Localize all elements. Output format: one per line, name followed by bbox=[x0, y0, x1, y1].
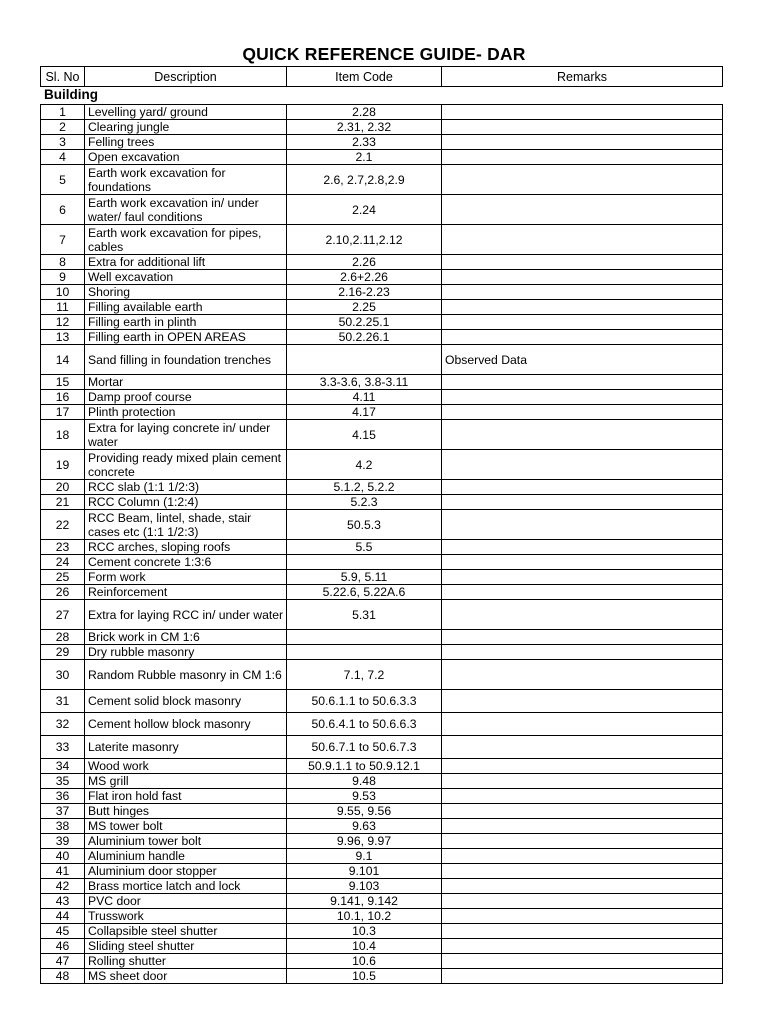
row-item-code: 50.2.26.1 bbox=[287, 330, 442, 345]
row-item-code: 9.63 bbox=[287, 819, 442, 834]
row-item-code: 5.9, 5.11 bbox=[287, 570, 442, 585]
row-remarks bbox=[442, 924, 723, 939]
row-item-code: 10.4 bbox=[287, 939, 442, 954]
row-item-code: 50.6.7.1 to 50.6.7.3 bbox=[287, 736, 442, 759]
row-item-code: 2.6+2.26 bbox=[287, 270, 442, 285]
row-remarks bbox=[442, 315, 723, 330]
row-description: Earth work excavation for pipes, cables bbox=[85, 225, 287, 255]
header-table bbox=[40, 66, 723, 87]
row-remarks bbox=[442, 585, 723, 600]
row-number: 1 bbox=[41, 105, 85, 120]
row-description: Sand filling in foundation trenches bbox=[85, 345, 287, 375]
row-item-code: 2.31, 2.32 bbox=[287, 120, 442, 135]
row-remarks bbox=[442, 630, 723, 645]
row-number: 2 bbox=[41, 120, 85, 135]
row-number: 22 bbox=[41, 510, 85, 540]
row-number: 33 bbox=[41, 736, 85, 759]
row-description: Rolling shutter bbox=[85, 954, 287, 969]
table-row bbox=[41, 165, 723, 195]
row-number: 19 bbox=[41, 450, 85, 480]
row-item-code: 10.3 bbox=[287, 924, 442, 939]
row-description: RCC Column (1:2:4) bbox=[85, 495, 287, 510]
row-remarks bbox=[442, 495, 723, 510]
row-number: 28 bbox=[41, 630, 85, 645]
table-row bbox=[41, 225, 723, 255]
row-description: Sliding steel shutter bbox=[85, 939, 287, 954]
table-row bbox=[41, 849, 723, 864]
table-row bbox=[41, 540, 723, 555]
table-body bbox=[41, 105, 723, 984]
row-description: Open excavation bbox=[85, 150, 287, 165]
row-item-code: 9.101 bbox=[287, 864, 442, 879]
row-item-code: 2.28 bbox=[287, 105, 442, 120]
table-row bbox=[41, 105, 723, 120]
row-remarks bbox=[442, 819, 723, 834]
row-remarks bbox=[442, 375, 723, 390]
table-row bbox=[41, 819, 723, 834]
row-remarks bbox=[442, 300, 723, 315]
row-description: Extra for additional lift bbox=[85, 255, 287, 270]
row-item-code: 9.103 bbox=[287, 879, 442, 894]
row-number: 48 bbox=[41, 969, 85, 984]
row-item-code: 2.16-2.23 bbox=[287, 285, 442, 300]
row-item-code: 2.6, 2.7,2.8,2.9 bbox=[287, 165, 442, 195]
row-remarks bbox=[442, 954, 723, 969]
row-description: Flat iron hold fast bbox=[85, 789, 287, 804]
row-description: Plinth protection bbox=[85, 405, 287, 420]
header-remarks: Remarks bbox=[442, 67, 723, 87]
row-description: Levelling yard/ ground bbox=[85, 105, 287, 120]
table-row bbox=[41, 555, 723, 570]
row-number: 46 bbox=[41, 939, 85, 954]
row-number: 26 bbox=[41, 585, 85, 600]
row-number: 25 bbox=[41, 570, 85, 585]
row-item-code bbox=[287, 345, 442, 375]
row-number: 47 bbox=[41, 954, 85, 969]
row-number: 11 bbox=[41, 300, 85, 315]
row-item-code: 50.6.4.1 to 50.6.6.3 bbox=[287, 713, 442, 736]
row-description: Brass mortice latch and lock bbox=[85, 879, 287, 894]
row-remarks bbox=[442, 660, 723, 690]
header-row bbox=[41, 67, 723, 87]
row-remarks bbox=[442, 645, 723, 660]
table-row bbox=[41, 774, 723, 789]
row-remarks bbox=[442, 690, 723, 713]
row-number: 36 bbox=[41, 789, 85, 804]
row-description: RCC slab (1:1 1/2:3) bbox=[85, 480, 287, 495]
row-item-code: 4.15 bbox=[287, 420, 442, 450]
table-row bbox=[41, 909, 723, 924]
row-remarks bbox=[442, 390, 723, 405]
row-number: 37 bbox=[41, 804, 85, 819]
row-item-code: 5.31 bbox=[287, 600, 442, 630]
row-number: 9 bbox=[41, 270, 85, 285]
row-item-code: 50.2.25.1 bbox=[287, 315, 442, 330]
row-description: Cement concrete 1:3:6 bbox=[85, 555, 287, 570]
row-item-code: 2.26 bbox=[287, 255, 442, 270]
row-item-code: 2.25 bbox=[287, 300, 442, 315]
table-row bbox=[41, 600, 723, 630]
row-remarks bbox=[442, 804, 723, 819]
table-row bbox=[41, 645, 723, 660]
row-description: Trusswork bbox=[85, 909, 287, 924]
row-remarks bbox=[442, 510, 723, 540]
row-remarks bbox=[442, 330, 723, 345]
table-row bbox=[41, 330, 723, 345]
row-description: Filling earth in plinth bbox=[85, 315, 287, 330]
row-description: Random Rubble masonry in CM 1:6 bbox=[85, 660, 287, 690]
table-row bbox=[41, 630, 723, 645]
table-row bbox=[41, 195, 723, 225]
table-row bbox=[41, 585, 723, 600]
table-row bbox=[41, 894, 723, 909]
row-description: Aluminium door stopper bbox=[85, 864, 287, 879]
table-row bbox=[41, 495, 723, 510]
row-description: Laterite masonry bbox=[85, 736, 287, 759]
row-number: 16 bbox=[41, 390, 85, 405]
row-number: 40 bbox=[41, 849, 85, 864]
row-remarks bbox=[442, 939, 723, 954]
row-remarks bbox=[442, 255, 723, 270]
row-number: 43 bbox=[41, 894, 85, 909]
header-sl-no: Sl. No bbox=[41, 67, 85, 87]
table-row bbox=[41, 375, 723, 390]
row-remarks: Observed Data bbox=[442, 345, 723, 375]
row-number: 8 bbox=[41, 255, 85, 270]
row-item-code: 4.11 bbox=[287, 390, 442, 405]
table-row bbox=[41, 690, 723, 713]
row-item-code: 9.141, 9.142 bbox=[287, 894, 442, 909]
row-remarks bbox=[442, 120, 723, 135]
row-remarks bbox=[442, 713, 723, 736]
row-description: Filling available earth bbox=[85, 300, 287, 315]
table-row bbox=[41, 120, 723, 135]
row-remarks bbox=[442, 600, 723, 630]
row-remarks bbox=[442, 540, 723, 555]
row-number: 7 bbox=[41, 225, 85, 255]
header-item-code: Item Code bbox=[287, 67, 442, 87]
row-remarks bbox=[442, 864, 723, 879]
row-description: Cement solid block masonry bbox=[85, 690, 287, 713]
row-description: Wood work bbox=[85, 759, 287, 774]
row-description: Well excavation bbox=[85, 270, 287, 285]
row-remarks bbox=[442, 135, 723, 150]
row-number: 17 bbox=[41, 405, 85, 420]
row-description: Earth work excavation in/ under water/ faul conditions bbox=[85, 195, 287, 225]
table-row bbox=[41, 789, 723, 804]
row-description: Filling earth in OPEN AREAS bbox=[85, 330, 287, 345]
row-remarks bbox=[442, 105, 723, 120]
table-row bbox=[41, 570, 723, 585]
row-description: PVC door bbox=[85, 894, 287, 909]
row-remarks bbox=[442, 879, 723, 894]
table-row bbox=[41, 969, 723, 984]
table-row bbox=[41, 150, 723, 165]
row-description: Aluminium tower bolt bbox=[85, 834, 287, 849]
row-number: 15 bbox=[41, 375, 85, 390]
row-item-code: 5.2.3 bbox=[287, 495, 442, 510]
table-row bbox=[41, 315, 723, 330]
table-row bbox=[41, 135, 723, 150]
row-description: MS tower bolt bbox=[85, 819, 287, 834]
row-number: 18 bbox=[41, 420, 85, 450]
row-item-code: 9.96, 9.97 bbox=[287, 834, 442, 849]
row-description: Providing ready mixed plain cement concrete bbox=[85, 450, 287, 480]
row-description: Reinforcement bbox=[85, 585, 287, 600]
table-row bbox=[41, 804, 723, 819]
row-remarks bbox=[442, 555, 723, 570]
row-remarks bbox=[442, 789, 723, 804]
row-number: 20 bbox=[41, 480, 85, 495]
row-remarks bbox=[442, 736, 723, 759]
row-number: 31 bbox=[41, 690, 85, 713]
row-remarks bbox=[442, 759, 723, 774]
row-number: 44 bbox=[41, 909, 85, 924]
table-row bbox=[41, 864, 723, 879]
row-description: Form work bbox=[85, 570, 287, 585]
row-number: 13 bbox=[41, 330, 85, 345]
row-item-code: 4.17 bbox=[287, 405, 442, 420]
row-item-code: 5.5 bbox=[287, 540, 442, 555]
row-item-code: 9.1 bbox=[287, 849, 442, 864]
row-description: Felling trees bbox=[85, 135, 287, 150]
row-item-code: 7.1, 7.2 bbox=[287, 660, 442, 690]
row-description: Cement hollow block masonry bbox=[85, 713, 287, 736]
row-item-code: 9.53 bbox=[287, 789, 442, 804]
row-remarks bbox=[442, 285, 723, 300]
row-description: Dry rubble masonry bbox=[85, 645, 287, 660]
table-row bbox=[41, 270, 723, 285]
table-row bbox=[41, 924, 723, 939]
row-description: Butt hinges bbox=[85, 804, 287, 819]
row-description: Extra for laying concrete in/ under water bbox=[85, 420, 287, 450]
row-item-code: 10.6 bbox=[287, 954, 442, 969]
table-row bbox=[41, 345, 723, 375]
table-row bbox=[41, 405, 723, 420]
row-number: 21 bbox=[41, 495, 85, 510]
row-item-code: 9.48 bbox=[287, 774, 442, 789]
row-item-code: 4.2 bbox=[287, 450, 442, 480]
row-remarks bbox=[442, 270, 723, 285]
row-remarks bbox=[442, 165, 723, 195]
header-description: Description bbox=[85, 67, 287, 87]
row-description: RCC arches, sloping roofs bbox=[85, 540, 287, 555]
table-row bbox=[41, 390, 723, 405]
row-description: Shoring bbox=[85, 285, 287, 300]
table-row bbox=[41, 480, 723, 495]
table-row bbox=[41, 255, 723, 270]
row-item-code: 3.3-3.6, 3.8-3.11 bbox=[287, 375, 442, 390]
row-number: 30 bbox=[41, 660, 85, 690]
table-row bbox=[41, 879, 723, 894]
reference-table bbox=[40, 104, 723, 984]
table-row bbox=[41, 759, 723, 774]
row-remarks bbox=[442, 894, 723, 909]
row-description: Damp proof course bbox=[85, 390, 287, 405]
row-remarks bbox=[442, 570, 723, 585]
row-item-code bbox=[287, 555, 442, 570]
row-remarks bbox=[442, 150, 723, 165]
row-item-code: 10.1, 10.2 bbox=[287, 909, 442, 924]
row-description: MS grill bbox=[85, 774, 287, 789]
row-description: Brick work in CM 1:6 bbox=[85, 630, 287, 645]
row-remarks bbox=[442, 450, 723, 480]
row-item-code: 2.10,2.11,2.12 bbox=[287, 225, 442, 255]
row-remarks bbox=[442, 909, 723, 924]
row-number: 38 bbox=[41, 819, 85, 834]
row-description: Aluminium handle bbox=[85, 849, 287, 864]
row-item-code: 10.5 bbox=[287, 969, 442, 984]
row-number: 10 bbox=[41, 285, 85, 300]
row-description: Clearing jungle bbox=[85, 120, 287, 135]
table-row bbox=[41, 510, 723, 540]
row-item-code: 5.22.6, 5.22A.6 bbox=[287, 585, 442, 600]
row-number: 4 bbox=[41, 150, 85, 165]
row-number: 32 bbox=[41, 713, 85, 736]
row-item-code: 50.6.1.1 to 50.6.3.3 bbox=[287, 690, 442, 713]
row-remarks bbox=[442, 834, 723, 849]
row-number: 14 bbox=[41, 345, 85, 375]
row-number: 39 bbox=[41, 834, 85, 849]
row-remarks bbox=[442, 774, 723, 789]
row-item-code: 5.1.2, 5.2.2 bbox=[287, 480, 442, 495]
table-row bbox=[41, 954, 723, 969]
section-heading: Building bbox=[44, 87, 98, 102]
row-remarks bbox=[442, 480, 723, 495]
table-row bbox=[41, 660, 723, 690]
row-number: 42 bbox=[41, 879, 85, 894]
table-row bbox=[41, 450, 723, 480]
row-description: Collapsible steel shutter bbox=[85, 924, 287, 939]
row-remarks bbox=[442, 225, 723, 255]
row-remarks bbox=[442, 405, 723, 420]
row-description: Extra for laying RCC in/ under water bbox=[85, 600, 287, 630]
row-number: 34 bbox=[41, 759, 85, 774]
row-item-code: 9.55, 9.56 bbox=[287, 804, 442, 819]
table-row bbox=[41, 939, 723, 954]
row-remarks bbox=[442, 420, 723, 450]
row-number: 35 bbox=[41, 774, 85, 789]
row-item-code: 2.24 bbox=[287, 195, 442, 225]
row-number: 6 bbox=[41, 195, 85, 225]
row-number: 5 bbox=[41, 165, 85, 195]
row-remarks bbox=[442, 195, 723, 225]
row-number: 29 bbox=[41, 645, 85, 660]
table-row bbox=[41, 713, 723, 736]
row-remarks bbox=[442, 969, 723, 984]
table-row bbox=[41, 285, 723, 300]
row-item-code bbox=[287, 645, 442, 660]
row-number: 12 bbox=[41, 315, 85, 330]
row-remarks bbox=[442, 849, 723, 864]
row-number: 3 bbox=[41, 135, 85, 150]
row-item-code: 2.33 bbox=[287, 135, 442, 150]
row-item-code: 2.1 bbox=[287, 150, 442, 165]
table-row bbox=[41, 834, 723, 849]
row-item-code: 50.5.3 bbox=[287, 510, 442, 540]
row-number: 24 bbox=[41, 555, 85, 570]
row-description: Earth work excavation for foundations bbox=[85, 165, 287, 195]
row-description: MS sheet door bbox=[85, 969, 287, 984]
page-title: QUICK REFERENCE GUIDE- DAR bbox=[242, 44, 526, 64]
row-number: 27 bbox=[41, 600, 85, 630]
row-description: Mortar bbox=[85, 375, 287, 390]
row-description: RCC Beam, lintel, shade, stair cases etc (1:1 1/2:3) bbox=[85, 510, 287, 540]
table-row bbox=[41, 420, 723, 450]
row-item-code: 50.9.1.1 to 50.9.12.1 bbox=[287, 759, 442, 774]
row-item-code bbox=[287, 630, 442, 645]
row-number: 41 bbox=[41, 864, 85, 879]
row-number: 23 bbox=[41, 540, 85, 555]
table-row bbox=[41, 300, 723, 315]
table-row bbox=[41, 736, 723, 759]
row-number: 45 bbox=[41, 924, 85, 939]
